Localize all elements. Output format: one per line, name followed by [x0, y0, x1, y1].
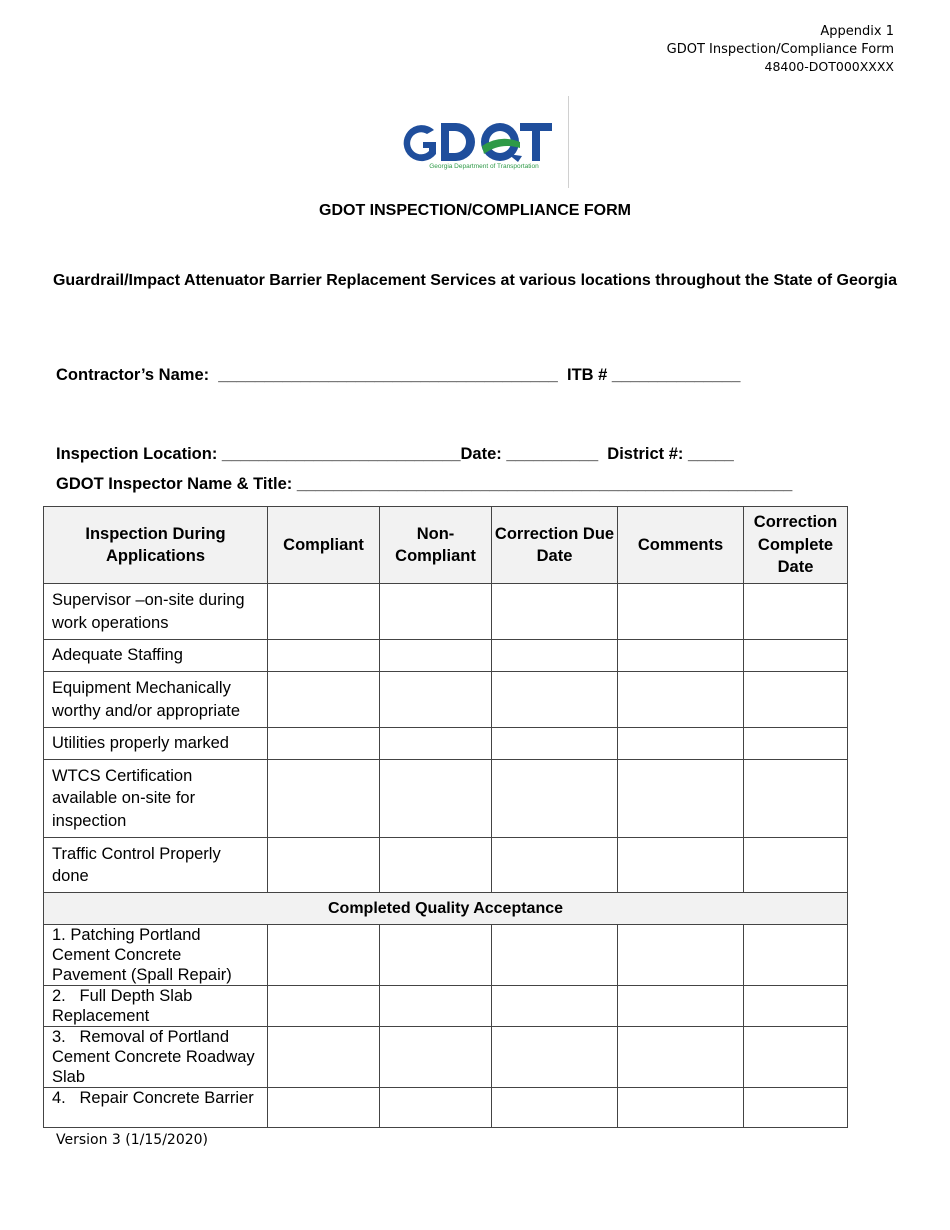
inspection-table	[43, 506, 848, 1128]
comments-cell[interactable]	[618, 986, 744, 1027]
complete-date-cell[interactable]	[744, 672, 848, 728]
due-date-cell[interactable]	[492, 672, 618, 728]
comments-cell[interactable]	[618, 1088, 744, 1128]
table-row	[44, 1027, 848, 1088]
non-compliant-cell[interactable]	[380, 838, 492, 893]
form-number: 48400-DOT000XXXX	[764, 59, 894, 74]
row-label: WTCS Certification available on-site for inspection	[44, 760, 268, 838]
non-compliant-cell[interactable]	[380, 986, 492, 1027]
complete-date-cell[interactable]	[744, 584, 848, 640]
form-name: GDOT Inspection/Compliance Form	[666, 41, 894, 57]
table-row	[44, 838, 848, 893]
gdot-logo	[396, 96, 576, 188]
header-inspection: Inspection During Applications	[44, 507, 268, 584]
appendix-header	[667, 23, 894, 76]
due-date-cell[interactable]	[492, 1027, 618, 1088]
due-date-cell[interactable]	[492, 640, 618, 672]
row-label: 2. Full Depth Slab Replacement	[44, 986, 268, 1027]
due-date-cell[interactable]	[492, 986, 618, 1027]
inspection-location-field[interactable]: Inspection Location: __________________________Date: __________ District #: _____	[56, 445, 734, 463]
row-label: Traffic Control Properly done	[44, 838, 268, 893]
complete-date-cell[interactable]	[744, 925, 848, 986]
non-compliant-cell[interactable]	[380, 1027, 492, 1088]
compliant-cell[interactable]	[268, 986, 380, 1027]
comments-cell[interactable]	[618, 640, 744, 672]
comments-cell[interactable]	[618, 584, 744, 640]
header-correction-due-date: Correction Due Date	[492, 507, 618, 584]
due-date-cell[interactable]	[492, 838, 618, 893]
non-compliant-cell[interactable]	[380, 640, 492, 672]
complete-date-cell[interactable]	[744, 986, 848, 1027]
logo-tagline: Georgia Department of Transportation	[429, 163, 539, 170]
row-label: Adequate Staffing	[44, 640, 268, 672]
comments-cell[interactable]	[618, 760, 744, 838]
comments-cell[interactable]	[618, 838, 744, 893]
compliant-cell[interactable]	[268, 584, 380, 640]
complete-date-cell[interactable]	[744, 760, 848, 838]
due-date-cell[interactable]	[492, 1088, 618, 1128]
table-row	[44, 925, 848, 986]
non-compliant-cell[interactable]	[380, 728, 492, 760]
section-title: Completed Quality Acceptance	[44, 893, 848, 925]
row-label: 1. Patching Portland Cement Concrete Pavement (Spall Repair)	[44, 925, 268, 986]
compliant-cell[interactable]	[268, 640, 380, 672]
compliant-cell[interactable]	[268, 925, 380, 986]
table-row	[44, 640, 848, 672]
header-correction-complete-date: Correction Complete Date	[744, 507, 848, 584]
row-label: Supervisor –on-site during work operations	[44, 584, 268, 640]
table-header-row	[44, 507, 848, 584]
compliant-cell[interactable]	[268, 1088, 380, 1128]
complete-date-cell[interactable]	[744, 1027, 848, 1088]
row-label: Utilities properly marked	[44, 728, 268, 760]
due-date-cell[interactable]	[492, 728, 618, 760]
header-compliant: Compliant	[268, 507, 380, 584]
row-label: Equipment Mechanically worthy and/or appropriate	[44, 672, 268, 728]
section-row	[44, 893, 848, 925]
inspector-name-field[interactable]: GDOT Inspector Name & Title: ______________________________________________________	[56, 475, 793, 493]
complete-date-cell[interactable]	[744, 728, 848, 760]
comments-cell[interactable]	[618, 925, 744, 986]
non-compliant-cell[interactable]	[380, 760, 492, 838]
non-compliant-cell[interactable]	[380, 925, 492, 986]
table-row	[44, 1088, 848, 1128]
header-comments: Comments	[618, 507, 744, 584]
logo-divider	[568, 96, 569, 188]
row-label: 3. Removal of Portland Cement Concrete Roadway Slab	[44, 1027, 268, 1088]
header-non-compliant: Non-Compliant	[380, 507, 492, 584]
due-date-cell[interactable]	[492, 925, 618, 986]
form-title: GDOT INSPECTION/COMPLIANCE FORM	[319, 202, 631, 219]
due-date-cell[interactable]	[492, 760, 618, 838]
table-row	[44, 728, 848, 760]
comments-cell[interactable]	[618, 1027, 744, 1088]
contractor-name-field[interactable]: Contractor’s Name: _____________________________________ ITB # ______________	[56, 366, 741, 384]
non-compliant-cell[interactable]	[380, 1088, 492, 1128]
comments-cell[interactable]	[618, 728, 744, 760]
comments-cell[interactable]	[618, 672, 744, 728]
table-row	[44, 672, 848, 728]
compliant-cell[interactable]	[268, 838, 380, 893]
compliant-cell[interactable]	[268, 672, 380, 728]
table-row	[44, 760, 848, 838]
complete-date-cell[interactable]	[744, 838, 848, 893]
table-row	[44, 584, 848, 640]
compliant-cell[interactable]	[268, 760, 380, 838]
version-footer: Version 3 (1/15/2020)	[56, 1132, 208, 1148]
appendix-label: Appendix 1	[820, 24, 894, 39]
non-compliant-cell[interactable]	[380, 584, 492, 640]
compliant-cell[interactable]	[268, 1027, 380, 1088]
due-date-cell[interactable]	[492, 584, 618, 640]
table-row	[44, 986, 848, 1027]
row-label: 4. Repair Concrete Barrier	[44, 1088, 268, 1128]
non-compliant-cell[interactable]	[380, 672, 492, 728]
compliant-cell[interactable]	[268, 728, 380, 760]
complete-date-cell[interactable]	[744, 640, 848, 672]
complete-date-cell[interactable]	[744, 1088, 848, 1128]
form-subtitle: Guardrail/Impact Attenuator Barrier Replacement Services at various locations throughout the State of Georgia	[52, 272, 898, 289]
